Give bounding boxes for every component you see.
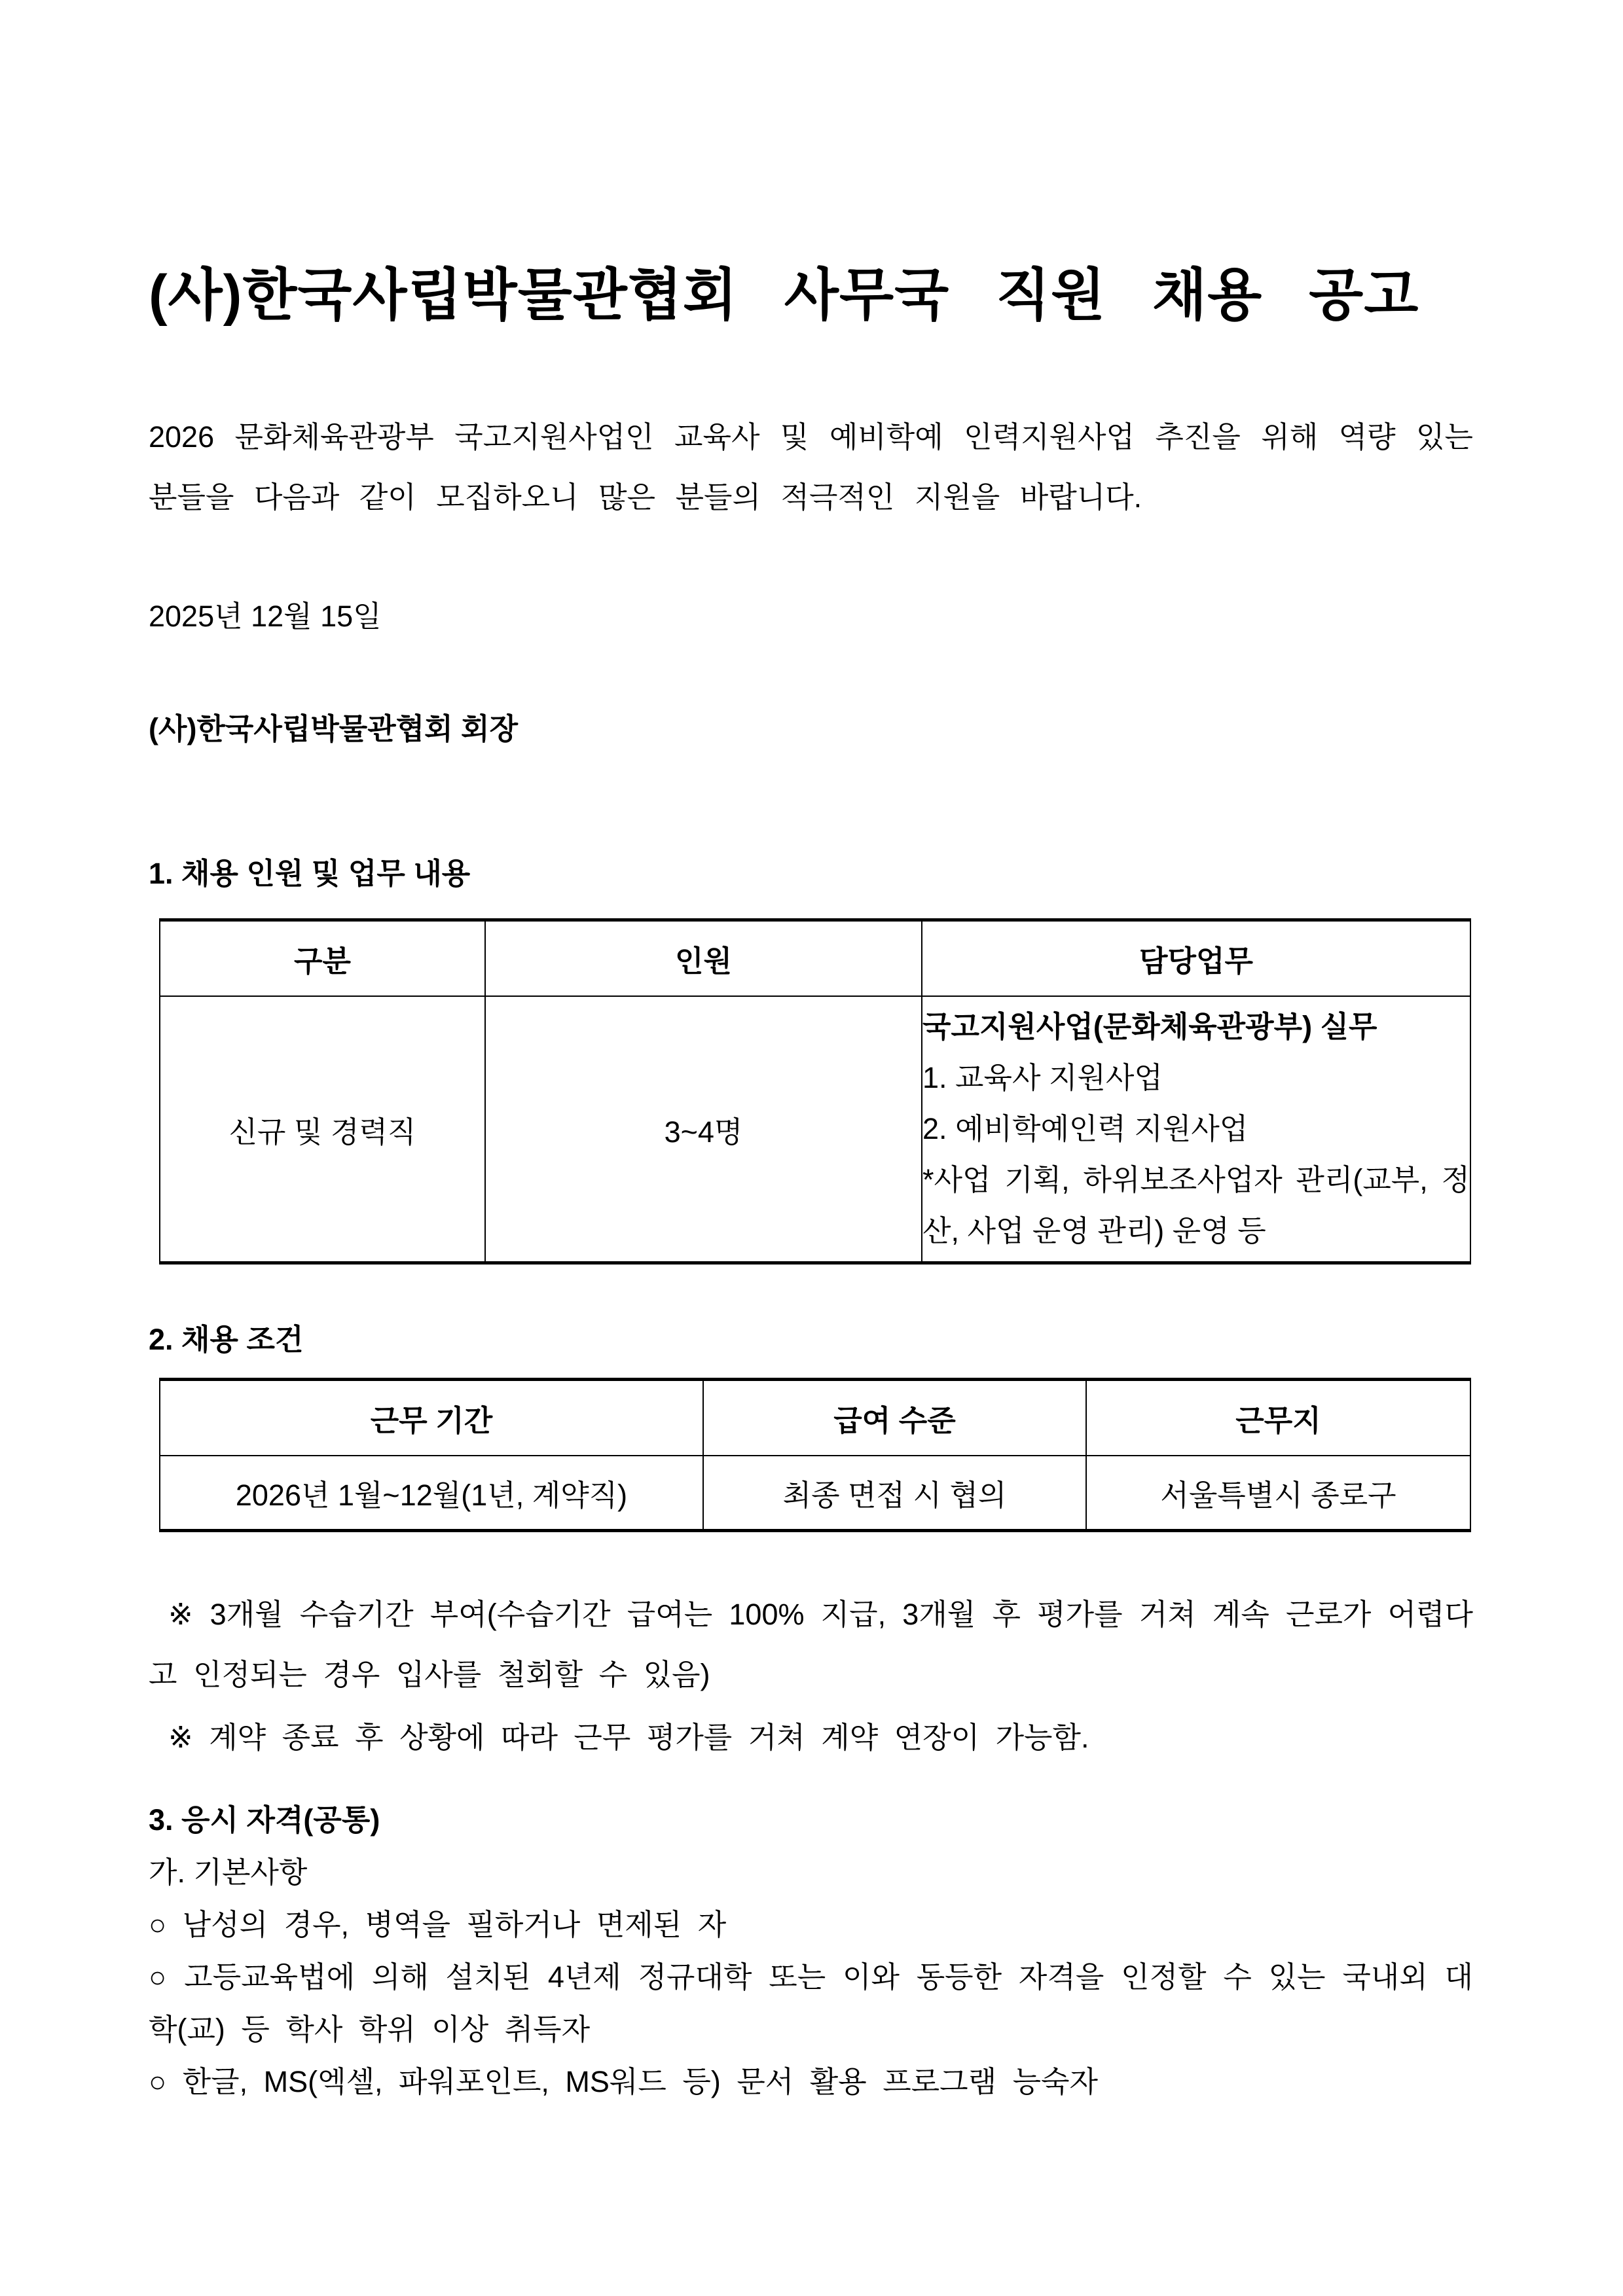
recruitment-table bbox=[159, 918, 1471, 1265]
posting-date: 2025년 12월 15일 bbox=[149, 600, 382, 633]
table-header-row bbox=[160, 1380, 1470, 1456]
qualification-item: ○ 남성의 경우, 병역을 필하거나 면제된 자 bbox=[149, 1908, 727, 1941]
page-title: (사)한국사립박물관협회 사무국 직원 채용 공고 bbox=[149, 264, 1419, 327]
note-extension: ※ 계약 종료 후 상황에 따라 근무 평가를 거쳐 계약 연장이 가능함. bbox=[168, 1721, 1089, 1754]
section3-subheading: 가. 기본사항 bbox=[149, 1856, 308, 1889]
col-header-location: 근무지 bbox=[1086, 1380, 1470, 1456]
table-header-row bbox=[160, 920, 1470, 997]
duty-item: *사업 기획, 하위보조사업자 관리(교부, 정산, 사업 운영 관리) 운영 등 bbox=[922, 1163, 1470, 1247]
col-header-duties: 담당업무 bbox=[922, 920, 1470, 997]
section1-heading: 1. 채용 인원 및 업무 내용 bbox=[149, 857, 471, 890]
col-header-salary: 급여 수준 bbox=[703, 1380, 1086, 1456]
qualification-item: ○ 고등교육법에 의해 설치된 4년제 정규대학 또는 이와 동등한 자격을 인정할 수 있는 국내외 대학(교) 등 학사 학위 이상 취득자 bbox=[149, 1960, 1473, 2046]
duty-title: 국고지원사업(문화체육관광부) 실무 bbox=[922, 1010, 1377, 1043]
table-row bbox=[160, 996, 1470, 1263]
duties-cell bbox=[922, 996, 1470, 1263]
count-cell: 3~4명 bbox=[485, 996, 922, 1263]
col-header-period: 근무 기간 bbox=[160, 1380, 703, 1456]
qualification-item: ○ 한글, MS(엑셀, 파워포인트, MS워드 등) 문서 활용 프로그램 능숙자 bbox=[149, 2065, 1098, 2098]
location-cell: 서울특별시 종로구 bbox=[1086, 1456, 1470, 1531]
salary-cell: 최종 면접 시 협의 bbox=[703, 1456, 1086, 1531]
duty-item: 2. 예비학예인력 지원사업 bbox=[922, 1112, 1249, 1145]
conditions-table bbox=[159, 1378, 1471, 1532]
signature-line: (사)한국사립박물관협회 회장 bbox=[149, 712, 519, 745]
category-cell: 신규 및 경력직 bbox=[160, 996, 485, 1263]
period-cell: 2026년 1월~12월(1년, 계약직) bbox=[160, 1456, 703, 1531]
note-probation: ※ 3개월 수습기간 부여(수습기간 급여는 100% 지급, 3개월 후 평가를 거쳐 계속 근로가 어렵다고 인정되는 경우 입사를 철회할 수 있음) bbox=[149, 1598, 1473, 1691]
intro-paragraph: 2026 문화체육관광부 국고지원사업인 교육사 및 예비학예 인력지원사업 추진을 위해 역량 있는 분들을 다음과 같이 모집하오니 많은 분들의 적극적인 지원을 바랍니다. bbox=[149, 420, 1473, 514]
section2-heading: 2. 채용 조건 bbox=[149, 1323, 304, 1356]
duty-item: 1. 교육사 지원사업 bbox=[922, 1061, 1163, 1094]
table-row bbox=[160, 1456, 1470, 1531]
section3-heading: 3. 응시 자격(공통) bbox=[149, 1803, 380, 1837]
col-header-count: 인원 bbox=[485, 920, 922, 997]
col-header-category: 구분 bbox=[160, 920, 485, 997]
